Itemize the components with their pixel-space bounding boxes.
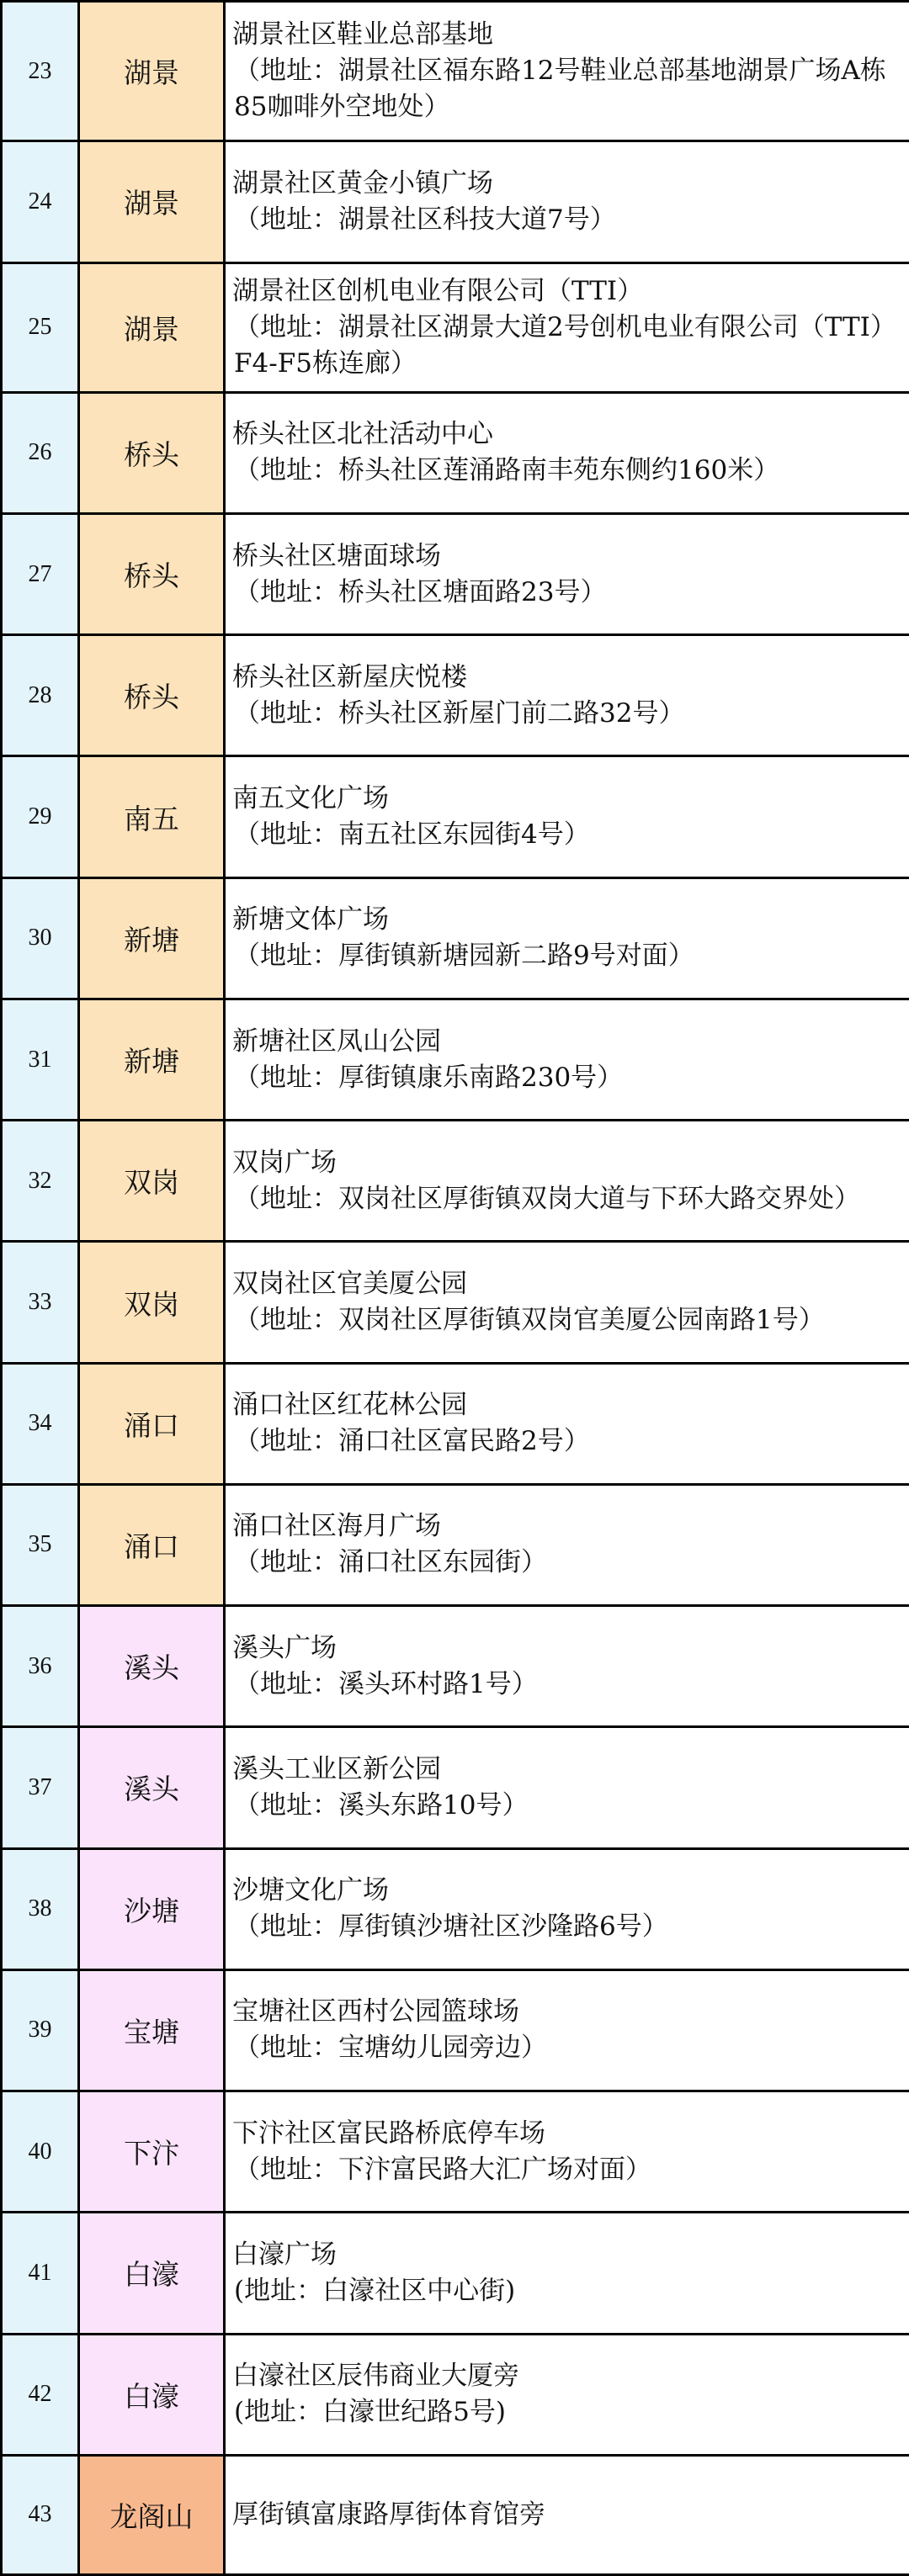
table-row xyxy=(2,635,909,756)
table-row xyxy=(2,1606,909,1727)
table-row xyxy=(2,999,909,1120)
community-name: 溪头 xyxy=(79,1606,225,1727)
site-name: 湖景社区创机电业有限公司（TTI） xyxy=(232,275,644,306)
row-number: 23 xyxy=(2,2,79,141)
table-row xyxy=(2,1484,909,1605)
site-name: 白濠社区辰伟商业大厦旁 xyxy=(232,2361,519,2392)
site-address: （地址：桥头社区新屋门前二路32号） xyxy=(234,697,685,729)
site-name: 湖景社区鞋业总部基地 xyxy=(232,19,493,50)
site-address: （地址：湖景社区福东路12号鞋业总部基地湖景广场A栋85咖啡外空地处） xyxy=(234,56,886,123)
community-name: 湖景 xyxy=(79,2,225,141)
site-name: 下汴社区富民路桥底停车场 xyxy=(232,2118,545,2149)
table-row xyxy=(2,1121,909,1242)
site-name: 宝塘社区西村公园篮球场 xyxy=(232,1996,519,2027)
table-row xyxy=(2,877,909,999)
site-location xyxy=(225,2,909,141)
site-location xyxy=(225,1363,909,1484)
table-row xyxy=(2,262,909,392)
site-address: （地址：溪头东路10号） xyxy=(234,1789,529,1821)
row-number: 33 xyxy=(2,1242,79,1363)
row-number: 42 xyxy=(2,2334,79,2455)
site-address: （地址：湖景社区科技大道7号） xyxy=(234,204,616,235)
community-name: 涌口 xyxy=(79,1363,225,1484)
community-name: 新塘 xyxy=(79,877,225,999)
row-number: 41 xyxy=(2,2213,79,2334)
site-address: （地址：涌口社区东园街） xyxy=(234,1547,547,1578)
site-name: 溪头广场 xyxy=(232,1632,337,1663)
site-name: 桥头社区北社活动中心 xyxy=(232,419,493,450)
site-address: （地址：桥头社区莲涌路南丰苑东侧约160米） xyxy=(234,455,780,486)
row-number: 29 xyxy=(2,756,79,877)
site-name: 双岗广场 xyxy=(232,1147,337,1178)
site-address: （地址：厚街镇康乐南路230号） xyxy=(234,1062,624,1093)
community-name: 沙塘 xyxy=(79,1848,225,1969)
site-location xyxy=(225,1606,909,1727)
community-name: 湖景 xyxy=(79,141,225,262)
site-address: （地址：下汴富民路大汇广场对面） xyxy=(234,2154,651,2185)
table-row xyxy=(2,2,909,141)
row-number: 34 xyxy=(2,1363,79,1484)
table-row xyxy=(2,756,909,877)
row-number: 28 xyxy=(2,635,79,756)
site-location xyxy=(225,1484,909,1605)
site-name: 沙塘文化广场 xyxy=(232,1875,389,1906)
site-name: 南五文化广场 xyxy=(232,783,389,814)
site-location xyxy=(225,141,909,262)
community-name: 涌口 xyxy=(79,1484,225,1605)
site-address: （地址：厚街镇新塘园新二路9号对面） xyxy=(234,941,694,972)
site-name: 桥头社区新屋庆悦楼 xyxy=(232,661,467,692)
site-address: （地址：宝塘幼儿园旁边） xyxy=(234,2033,547,2064)
site-address: (地址：白濠社区中心街) xyxy=(234,2275,516,2306)
community-name: 溪头 xyxy=(79,1727,225,1848)
site-address: （地址：双岗社区厚街镇双岗官美厦公园南路1号） xyxy=(234,1305,825,1335)
site-location xyxy=(225,1969,909,2091)
community-name: 桥头 xyxy=(79,513,225,634)
community-name: 双岗 xyxy=(79,1121,225,1242)
community-name: 龙阁山 xyxy=(79,2455,225,2574)
community-name: 双岗 xyxy=(79,1242,225,1363)
community-name: 新塘 xyxy=(79,999,225,1120)
table-row xyxy=(2,392,909,513)
site-address: （地址：涌口社区富民路2号） xyxy=(234,1426,590,1457)
community-name: 白濠 xyxy=(79,2334,225,2455)
table-row xyxy=(2,2213,909,2334)
row-number: 24 xyxy=(2,141,79,262)
community-name: 桥头 xyxy=(79,392,225,513)
site-location xyxy=(225,1727,909,1848)
table-row xyxy=(2,1848,909,1969)
site-location xyxy=(225,877,909,999)
community-name: 白濠 xyxy=(79,2213,225,2334)
site-address: （地址：桥头社区塘面路23号） xyxy=(234,576,607,607)
community-name: 宝塘 xyxy=(79,1969,225,2091)
site-name: 桥头社区塘面球场 xyxy=(232,540,441,571)
site-name: 涌口社区海月广场 xyxy=(232,1511,441,1542)
table-row xyxy=(2,1242,909,1363)
table-row xyxy=(2,1969,909,2091)
table-row xyxy=(2,141,909,262)
site-address: （地址：南五社区东园街4号） xyxy=(234,819,590,851)
site-address: （地址：厚街镇沙塘社区沙隆路6号） xyxy=(234,1911,668,1943)
row-number: 37 xyxy=(2,1727,79,1848)
row-number: 25 xyxy=(2,262,79,392)
site-location xyxy=(225,2455,909,2574)
table-row xyxy=(2,513,909,634)
site-name: 新塘社区凤山公园 xyxy=(232,1026,441,1057)
site-location xyxy=(225,999,909,1120)
table-row xyxy=(2,2455,909,2574)
site-name: 白濠广场 xyxy=(232,2239,337,2270)
community-name: 下汴 xyxy=(79,2091,225,2213)
site-name: 厚街镇富康路厚街体育馆旁 xyxy=(232,2499,545,2530)
row-number: 43 xyxy=(2,2455,79,2574)
site-location xyxy=(225,2091,909,2213)
site-location xyxy=(225,1242,909,1363)
table-row xyxy=(2,1363,909,1484)
row-number: 38 xyxy=(2,1848,79,1969)
site-location xyxy=(225,392,909,513)
site-location xyxy=(225,1848,909,1969)
row-number: 35 xyxy=(2,1484,79,1605)
row-number: 30 xyxy=(2,877,79,999)
site-location xyxy=(225,2334,909,2455)
row-number: 39 xyxy=(2,1969,79,2091)
site-location xyxy=(225,635,909,756)
row-number: 40 xyxy=(2,2091,79,2213)
site-location xyxy=(225,262,909,392)
table-body xyxy=(2,2,909,2575)
site-name: 涌口社区红花林公园 xyxy=(232,1390,467,1421)
row-number: 31 xyxy=(2,999,79,1120)
community-name: 南五 xyxy=(79,756,225,877)
row-number: 27 xyxy=(2,513,79,634)
row-number: 36 xyxy=(2,1606,79,1727)
site-location xyxy=(225,1121,909,1242)
site-address: (地址：白濠世纪路5号) xyxy=(234,2397,506,2428)
table-row xyxy=(2,1727,909,1848)
site-name: 湖景社区黄金小镇广场 xyxy=(232,167,493,199)
site-name: 双岗社区官美厦公园 xyxy=(232,1269,467,1299)
row-number: 26 xyxy=(2,392,79,513)
site-location xyxy=(225,513,909,634)
site-address: （地址：双岗社区厚街镇双岗大道与下环大路交界处） xyxy=(234,1183,860,1214)
table-row xyxy=(2,2091,909,2213)
community-name: 桥头 xyxy=(79,635,225,756)
site-location xyxy=(225,756,909,877)
site-address: （地址：溪头环村路1号） xyxy=(234,1668,538,1699)
site-location xyxy=(225,2213,909,2334)
site-name: 新塘文体广场 xyxy=(232,904,389,936)
row-number: 32 xyxy=(2,1121,79,1242)
community-name: 湖景 xyxy=(79,262,225,392)
site-name: 溪头工业区新公园 xyxy=(232,1753,441,1784)
site-address: （地址：湖景社区湖景大道2号创机电业有限公司（TTI）F4-F5栋连廊） xyxy=(234,311,896,379)
table-row xyxy=(2,2334,909,2455)
